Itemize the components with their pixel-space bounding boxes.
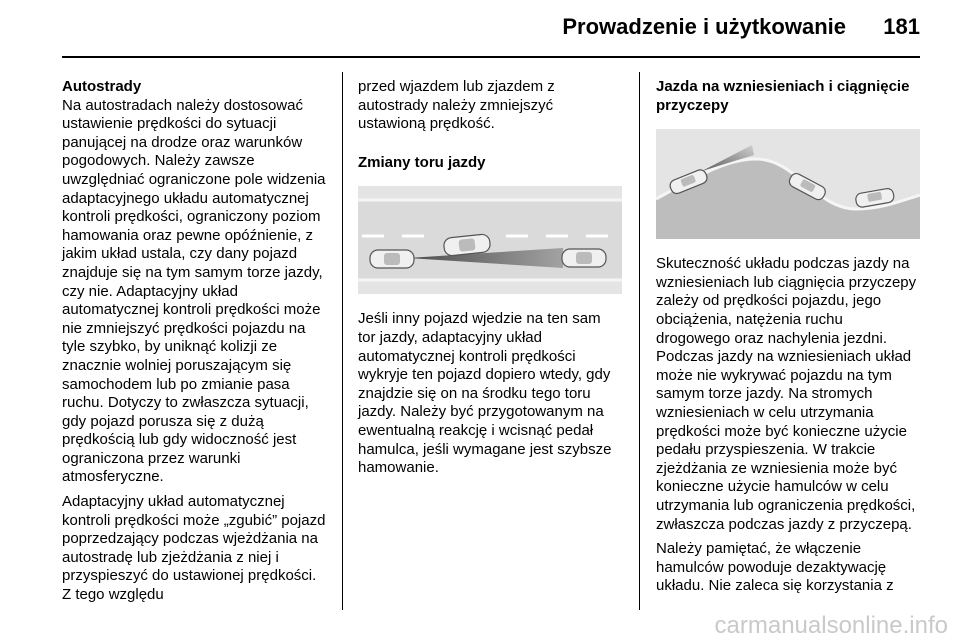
header-divider — [62, 56, 920, 58]
paragraph: Należy pamiętać, że włączenie hamulców powoduje dezaktywację układu. Nie zaleca się korzystania z — [656, 540, 894, 595]
host-car-icon — [370, 250, 414, 268]
paragraph: Na autostradach należy dostosować ustawienie prędkości do sytuacji panującej na drodze oraz warunków pogodowych. Należy zawsze uwzględniać ograniczone pole widzenia adaptacyjnego układu automatycznej kontroli prędkości, ograniczony poziom hamowania oraz pewne opóźnienie, z jakim układ ustala, czy dany pojazd znajduje się na tym samym torze jazdy, czy nie. Adaptacyjny układ automatycznej kontroli prędkości może nie zmniejszyć prędkości pojazdu na tyle szybko, by uniknąć kolizji ze znacznie wolniej poruszającym się samochodem lub po zmianie pasa ruchu. Dotyczy to zwłaszcza sytuacji, gdy pojazd porusza się z dużą prędkością lub gdy widoczność jest ograniczona przez warunki atmosferyczne. — [62, 96, 326, 486]
paragraph: Jeśli inny pojazd wjedzie na ten sam tor jazdy, adaptacyjny układ automatycznej kontroli prędkości wykryje ten pojazd dopiero wtedy, gdy znajdzie się on na środku tego toru jazdy. Należy być przygotowanym na ewentualną reakcję i wcisnąć pedał hamulca, jeśli wymagane jest szybsze hamowanie. — [358, 310, 612, 477]
lead-car-icon — [562, 249, 606, 267]
column-3 — [656, 78, 918, 602]
section-title-hills-towing: Jazda na wzniesieniach i ciągnięcie przyczepy — [656, 78, 910, 114]
column-divider-1 — [342, 72, 343, 610]
section-title-lane-change: Zmiany toru jazdy — [358, 153, 486, 171]
watermark: carmanualsonline.info — [714, 612, 948, 639]
paragraph: Skuteczność układu podczas jazdy na wzniesieniach lub ciągnięcia przyczepy zależy od prędkości pojazdu, jego obciążenia, natężenia ruchu drogowego oraz nachylenia jezdni. Podczas jazdy na wzniesieniach układ może nie wykrywać pojazdu na tym samym torze jazdy. Na stromych wzniesieniach w celu utrzymania prędkości może być konieczne użycie pedału przyspieszenia. W trakcie zjeżdżania ze wzniesienia może być konieczne użycie hamulców w celu utrzymania lub ograniczenia prędkości, zwłaszcza podczas jazdy z przyczepą. — [656, 255, 917, 533]
page-number: 181 — [883, 14, 920, 39]
hill-driving-illustration — [656, 129, 920, 239]
page-header-title: Prowadzenie i użytkowanie — [562, 14, 846, 39]
lane-change-illustration — [358, 186, 622, 294]
paragraph: przed wjazdem lub zjazdem z autostrady należy zmniejszyć ustawioną prędkość. — [358, 78, 555, 133]
paragraph: Adaptacyjny układ automatycznej kontroli prędkości może „zgubić” pojazd poprzedzający podczas wjeżdżania na autostradę lub zjeżdżania z niej i przyspieszyć do ustawionej prędkości. Z tego względu — [62, 493, 326, 604]
column-1 — [62, 78, 327, 611]
column-divider-2 — [639, 72, 640, 610]
column-2 — [358, 78, 620, 484]
section-title-autostrady: Autostrady — [62, 78, 142, 95]
